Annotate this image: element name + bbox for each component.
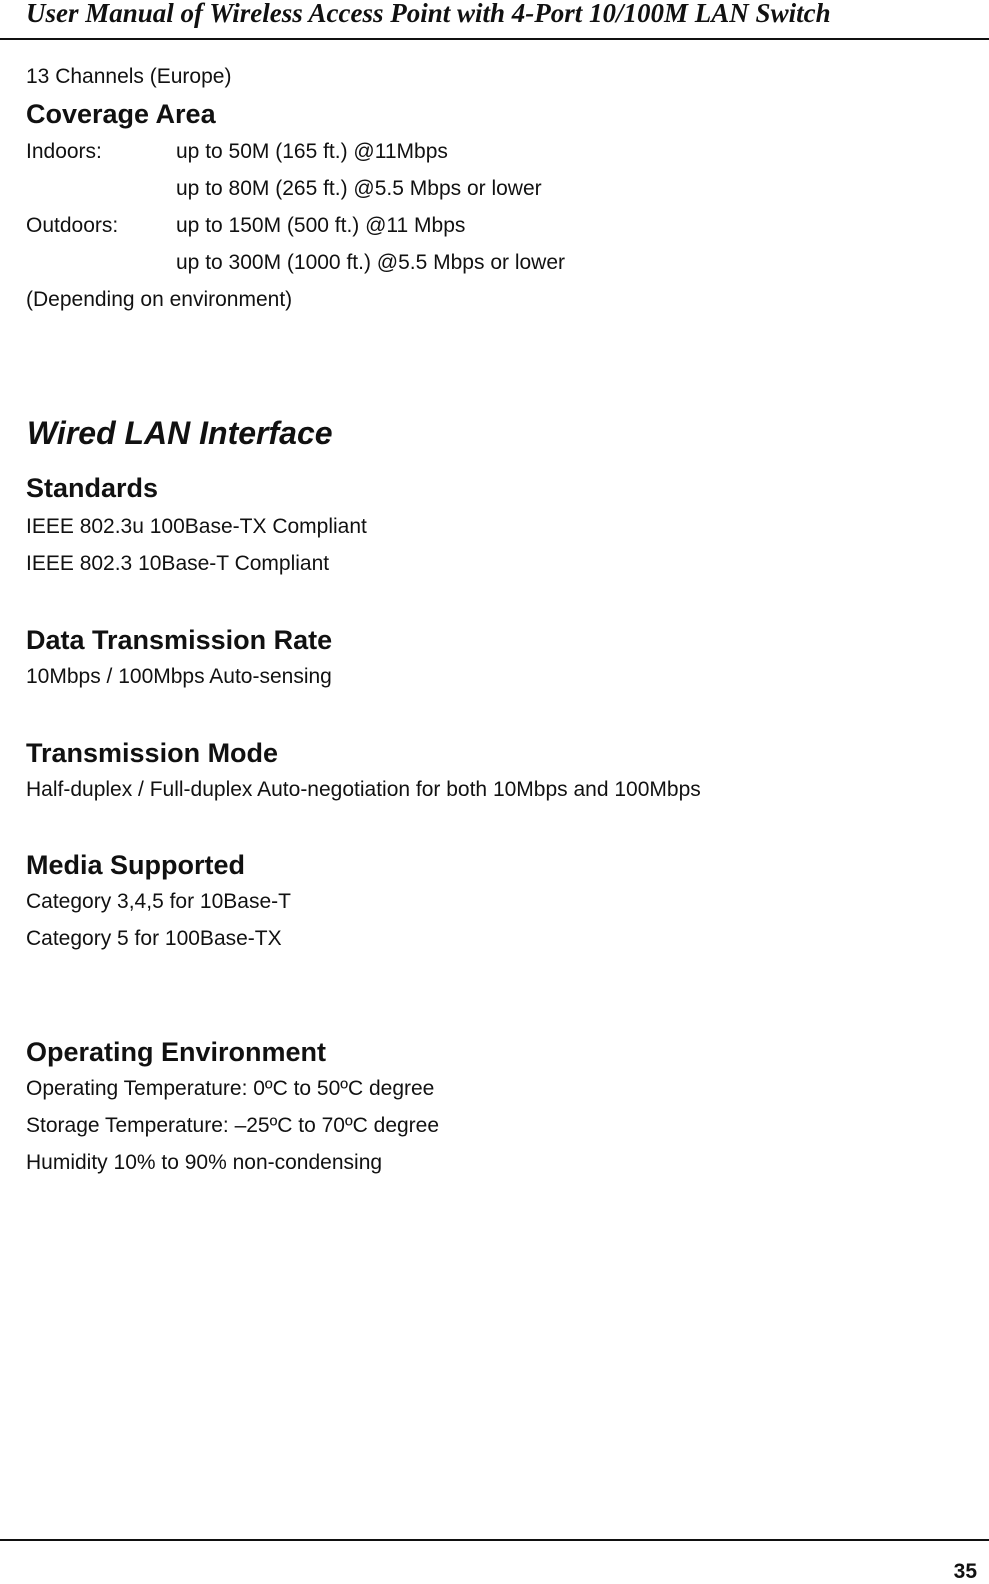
channels-line: 13 Channels (Europe) (26, 65, 232, 88)
outdoors-range-1: up to 150M (500 ft.) @11 Mbps (176, 214, 466, 237)
page-number: 35 (953, 1560, 977, 1583)
manual-title: User Manual of Wireless Access Point with 4-Port 10/100M LAN Switch (26, 0, 831, 28)
outdoors-label: Outdoors: (26, 214, 119, 237)
standards-line-2: IEEE 802.3 10Base-T Compliant (26, 552, 330, 575)
transmission-mode-heading: Transmission Mode (26, 738, 279, 768)
environment-line-3: Humidity 10% to 90% non-condensing (26, 1151, 383, 1174)
media-line-1: Category 3,4,5 for 10Base-T (26, 890, 291, 913)
indoors-range-2: up to 80M (265 ft.) @5.5 Mbps or lower (176, 177, 542, 200)
media-supported-heading: Media Supported (26, 850, 246, 880)
transmission-mode-line: Half-duplex / Full-duplex Auto-negotiation for both 10Mbps and 100Mbps (26, 778, 701, 801)
footer-divider (0, 1539, 989, 1541)
media-line-2: Category 5 for 100Base-TX (26, 927, 282, 950)
coverage-area-heading: Coverage Area (26, 99, 216, 129)
coverage-note: (Depending on environment) (26, 288, 293, 311)
standards-line-1: IEEE 802.3u 100Base-TX Compliant (26, 515, 367, 538)
operating-environment-heading: Operating Environment (26, 1037, 327, 1067)
outdoors-range-2: up to 300M (1000 ft.) @5.5 Mbps or lower (176, 251, 566, 274)
environment-line-2: Storage Temperature: –25ºC to 70ºC degree (26, 1114, 440, 1137)
header-divider (0, 38, 989, 40)
environment-line-1: Operating Temperature: 0ºC to 50ºC degree (26, 1077, 435, 1100)
data-rate-line: 10Mbps / 100Mbps Auto-sensing (26, 665, 332, 688)
indoors-label: Indoors: (26, 140, 102, 163)
indoors-range-1: up to 50M (165 ft.) @11Mbps (176, 140, 448, 163)
wired-lan-section-title: Wired LAN Interface (27, 415, 333, 451)
data-rate-heading: Data Transmission Rate (26, 625, 333, 655)
standards-heading: Standards (26, 473, 159, 503)
